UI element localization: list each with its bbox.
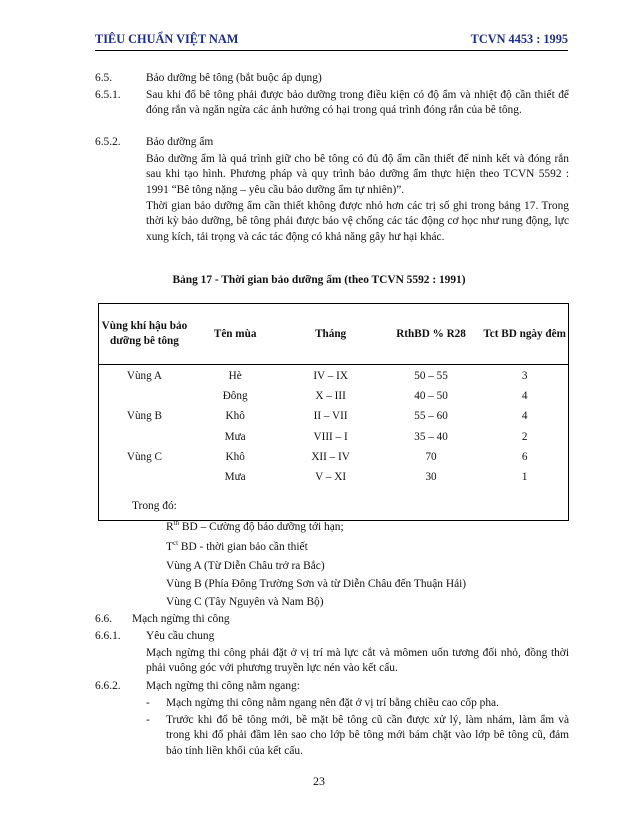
paragraph: Sau khi đổ bê tông phải được bảo dưỡng trong điều kiện có độ ẩm và nhiệt độ cần thiết để đóng rắn và ngăn ngừa các ảnh hưởng có hại trong quá trình đóng rắn của bê tông.: [146, 89, 569, 117]
table-cell: Vùng B: [126, 410, 162, 423]
section-number: 6.5.1.: [95, 89, 121, 101]
section-title: Mạch ngừng thi công: [132, 613, 230, 625]
note-strength: $R^{th}$ BD – Cường độ bảo dưỡng tới hạn;: [166, 519, 344, 533]
bullet-item: Mạch ngừng thi công nằm ngang nên đặt ở vị trí bằng chiều cao cốp pha.: [166, 697, 499, 709]
bullet-dash: -: [146, 714, 150, 726]
page-header: [95, 30, 568, 51]
column-header: Vùng khí hậu bảo dưỡng bê tông: [99, 304, 190, 365]
bullet-dash: -: [146, 697, 150, 709]
section-number: 6.6.: [95, 613, 113, 625]
table-cell: Mưa: [224, 430, 246, 443]
table-cell: 55 – 60: [414, 410, 448, 423]
table-cell: 1: [521, 471, 528, 484]
table-cell: IV – IX: [313, 370, 348, 382]
paragraph: Bảo dưỡng ẩm là quá trình giữ cho bê tông có đủ độ ẩm cần thiết để ninh kết và đóng rắn sau khi tạo hình. Phương pháp và quy trình bảo dưỡng ẩm thực hiện theo TCVN 5592 : 1991 “Bê tông nặng – yêu cầu bảo dưỡng ẩm tự nhiên)”.: [146, 153, 569, 196]
table-cell: Đông: [222, 390, 248, 403]
table-row: [99, 426, 569, 446]
table-cell: Khô: [225, 410, 245, 423]
table-cell: Vùng A: [126, 370, 162, 382]
table-row: [99, 405, 569, 425]
table-cell: 70: [425, 450, 437, 463]
notes-intro: Trong đó:: [132, 500, 177, 512]
table-cell: [99, 385, 190, 405]
column-header: Tháng: [280, 304, 380, 365]
table-cell: VIII – I: [313, 430, 348, 443]
column-header: Tên mùa: [190, 304, 281, 365]
table-cell: 4: [521, 390, 528, 403]
table-cell: 40 – 50: [414, 390, 448, 403]
table-cell: 50 – 55: [414, 370, 448, 382]
page-number: 23: [313, 774, 325, 788]
table-cell: 35 – 40: [414, 430, 448, 443]
table-cell: [99, 426, 190, 446]
table-row: [99, 446, 569, 466]
section-number: 6.6.2.: [95, 680, 121, 692]
table-row: [99, 466, 569, 486]
note-zone-c: Vùng C (Tây Nguyên và Nam Bộ): [166, 596, 324, 608]
section-title: Bảo dưỡng bê tông (bắt buộc áp dụng): [146, 72, 322, 84]
table-cell: Khô: [225, 450, 245, 463]
table-cell: [99, 466, 190, 486]
section-title: Yêu cầu chung: [146, 630, 215, 642]
table-row: [99, 385, 569, 405]
table-row: [99, 365, 569, 386]
column-header: Tct BD ngày đêm: [481, 304, 568, 365]
standard-code-label: TCVN 4453 : 1995: [470, 32, 568, 46]
column-header: RthBD % R28: [381, 304, 481, 365]
section-number: 6.5.2.: [95, 136, 121, 148]
table-cell: XII – IV: [311, 450, 350, 463]
table-cell: 3: [521, 370, 528, 382]
table-cell: 2: [521, 430, 528, 443]
standard-country-label: TIÊU CHUẨN VIỆT NAM: [95, 32, 239, 46]
paragraph: Thời gian bảo dưỡng ẩm cần thiết không được nhỏ hơn các trị số ghi trong bảng 17. Trong thời kỳ bảo dưỡng, bê tông phải được bảo vệ chống các tác động cơ học như rung động, lực xung kích, tải trọng và các tác động có khả năng gây hư hại khác.: [146, 200, 569, 243]
table-caption: Bảng 17 - Thời gian bảo dưỡng ẩm (theo TCVN 5592 : 1991): [172, 274, 466, 286]
section-title: Mạch ngừng thi công nằm ngang:: [146, 680, 300, 692]
table-cell: 6: [521, 450, 528, 463]
table-cell: Mưa: [224, 471, 246, 484]
section-number: 6.5.: [95, 72, 113, 84]
table-cell: Vùng C: [126, 450, 162, 463]
note-time: $T^{ct}$ BD - thời gian bảo cần thiết: [166, 539, 308, 553]
table-cell: X – III: [315, 390, 346, 403]
table-cell: 30: [425, 471, 437, 484]
curing-time-table: [98, 303, 569, 521]
paragraph: Mạch ngừng thi công phải đặt ở vị trí mà lực cắt và mômen uốn tương đối nhỏ, đồng thời phải vuông góc với phương truyền lực nén vào kết cấu.: [146, 647, 569, 675]
table-cell: 4: [521, 410, 528, 423]
table-cell: Hè: [228, 370, 242, 382]
note-zone-b: Vùng B (Phía Đông Trường Sơn và từ Diễn Châu đến Thuận Hải): [166, 578, 467, 590]
section-number: 6.6.1.: [95, 630, 121, 642]
table-cell: V – XI: [315, 471, 347, 484]
note-zone-a: Vùng A (Từ Diễn Châu trở ra Bắc): [166, 560, 325, 572]
section-title: Bảo dưỡng ẩm: [146, 136, 214, 148]
table-cell: II – VII: [313, 410, 348, 423]
bullet-item: Trước khi đổ bê tông mới, bề mặt bê tông cũ cần được xử lý, làm nhám, làm ẩm và trong khi đổ phải đầm lên sao cho lớp bê tông mới bám chặt vào lớp bê tông cũ, đảm bảo tính liền khối của kết cấu.: [166, 714, 569, 757]
